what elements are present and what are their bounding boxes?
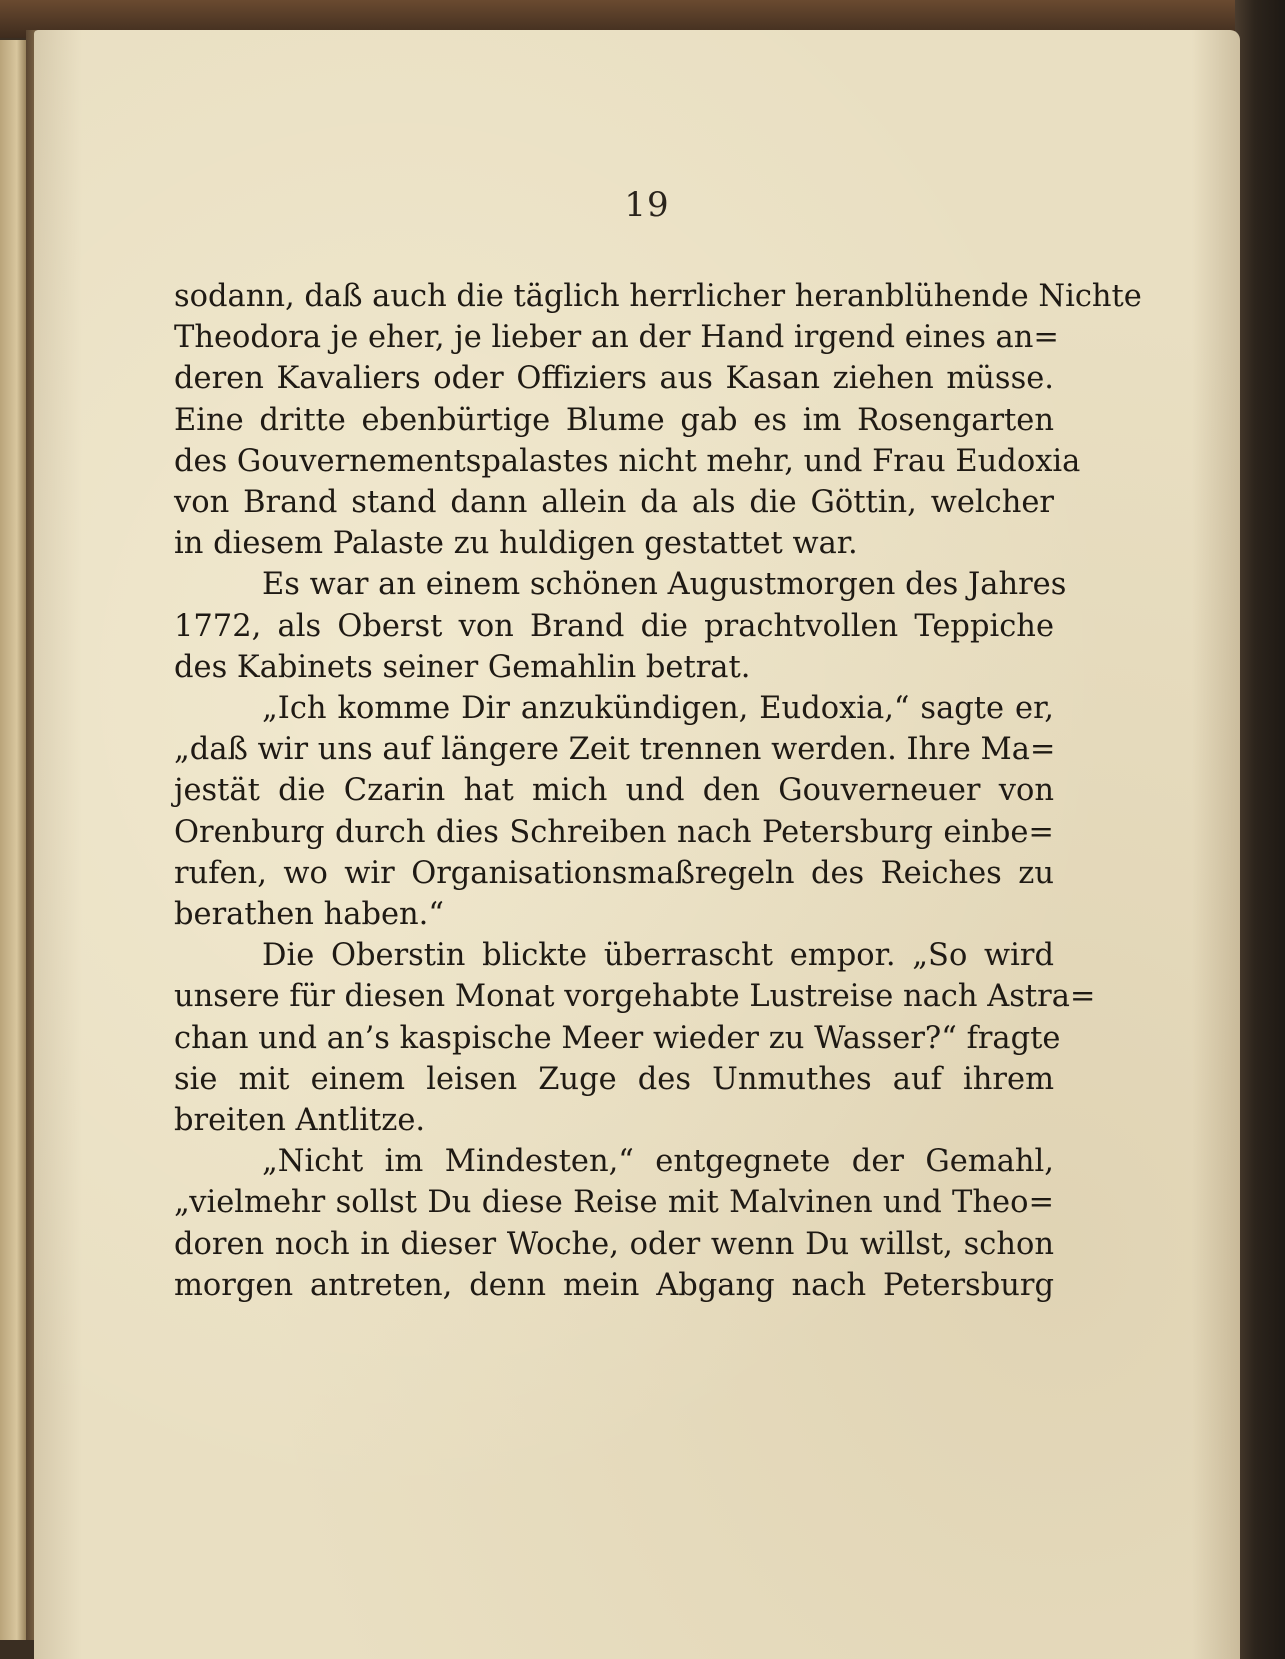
text-line: jestät die Czarin hat mich und den Gouverneuer von <box>174 773 1054 809</box>
text-line: Orenburg durch dies Schreiben nach Petersburg einbe= <box>174 814 1054 850</box>
text-line: Theodora je eher, je lieber an der Hand irgend eines an= <box>174 320 1059 356</box>
text-line: breiten Antlitze. <box>174 1103 426 1139</box>
binding-edge <box>1235 0 1285 1659</box>
text-line: berathen haben.“ <box>174 897 444 933</box>
text-line: 1772, als Oberst von Brand die prachtvollen Teppiche <box>174 608 1054 644</box>
text-line: von Brand stand dann allein da als die Göttin, welcher <box>174 485 1054 521</box>
facing-page-edge <box>0 40 28 1640</box>
text-line: „Nicht im Mindesten,“ entgegnete der Gemahl, <box>262 1144 1054 1180</box>
text-line: morgen antreten, denn mein Abgang nach Petersburg <box>174 1267 1054 1303</box>
text-line: Die Oberstin blickte überrascht empor. „So wird <box>262 938 1054 974</box>
text-line: des Kabinets seiner Gemahlin betrat. <box>174 649 751 685</box>
text-line: chan und an’s kaspische Meer wieder zu Wasser?“ fragte <box>174 1020 1061 1056</box>
text-line: deren Kavaliers oder Offiziers aus Kasan ziehen müsse. <box>174 361 1054 397</box>
text-line: Eine dritte ebenbürtige Blume gab es im Rosengarten <box>174 402 1054 438</box>
book-page <box>34 30 1240 1659</box>
text-line: „vielmehr sollst Du diese Reise mit Malvinen und Theo= <box>174 1185 1054 1221</box>
text-line: des Gouvernementspalastes nicht mehr, und Frau Eudoxia <box>174 443 1081 479</box>
text-line: unsere für diesen Monat vorgehabte Lustreise nach Astra= <box>174 979 1096 1015</box>
text-line: „daß wir uns auf längere Zeit trennen werden. Ihre Ma= <box>174 732 1056 768</box>
text-line: sodann, daß auch die täglich herrlicher heranblühende Nichte <box>174 279 1142 314</box>
text-line: in diesem Palaste zu huldigen gestattet war. <box>174 526 858 562</box>
page-number: 19 <box>624 185 670 225</box>
text-line: doren noch in dieser Woche, oder wenn Du willst, schon <box>174 1226 1054 1262</box>
text-line: sie mit einem leisen Zuge des Unmuthes auf ihrem <box>174 1061 1054 1097</box>
page-body <box>174 276 1142 1306</box>
text-line: rufen, wo wir Organisationsmaßregeln des Reiches zu <box>174 855 1054 891</box>
text-line: Es war an einem schönen Augustmorgen des Jahres <box>262 567 1067 603</box>
text-line: „Ich komme Dir anzukündigen, Eudoxia,“ sagte er, <box>262 691 1054 727</box>
